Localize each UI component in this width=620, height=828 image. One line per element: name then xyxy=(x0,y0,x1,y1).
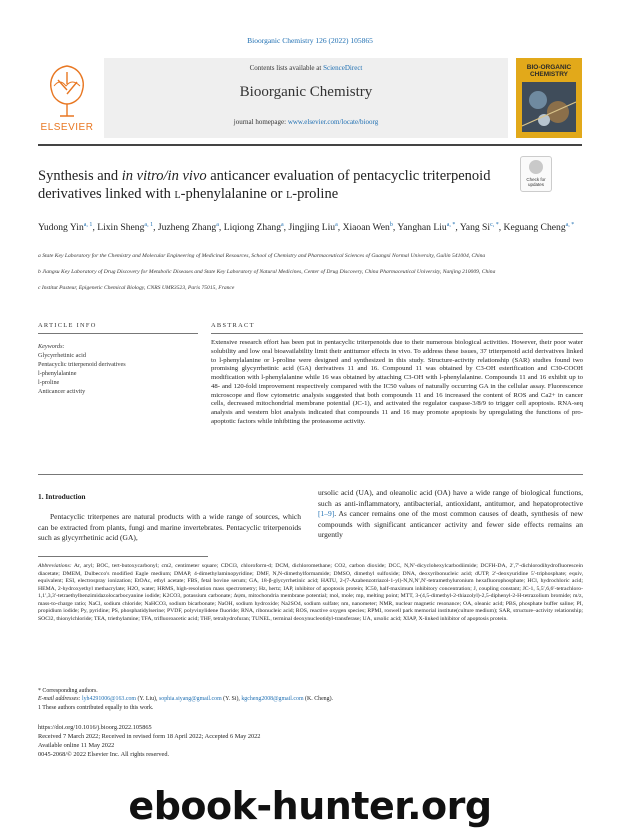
author-name: Yanghan Liu xyxy=(397,222,447,234)
abstract-bottom-rule xyxy=(38,474,583,475)
cover-title: BIO-ORGANIC CHEMISTRY xyxy=(526,64,572,78)
author-affiliation-marker[interactable]: a xyxy=(281,222,284,228)
article-info-heading: ARTICLE INFO xyxy=(38,322,97,329)
author-affiliation-marker[interactable]: a, 1 xyxy=(144,222,154,228)
author-list: Yudong Yin$^{a, 1}$, Lixin Sheng$^{a, 1}$, Juzheng Zhang$^a$, Liqiong Zhang$^a$, Jingjing Liu$^a$, Xiaoan Wen$^b$, Yanghan Liu$^{a, *}$, Yang $Si^{c, *}$, Keguang Cheng$^{a, *}$ xyxy=(38,222,575,234)
check-for-updates-label: Check for updates xyxy=(526,177,546,187)
journal-reference[interactable]: Bioorganic Chemistry 126 (2022) 105865 xyxy=(247,36,373,45)
elsevier-tree-icon xyxy=(44,60,90,120)
equal-contribution-note: 1 These authors contributed equally to this work. xyxy=(38,705,154,711)
author-affiliation-marker[interactable]: a, * xyxy=(565,222,575,228)
journal-header-box xyxy=(104,58,508,138)
contents-line xyxy=(104,64,508,72)
email-link[interactable]: lyh4291006@163.com xyxy=(81,696,136,702)
cover-image-icon xyxy=(522,82,576,132)
journal-cover[interactable] xyxy=(516,58,582,138)
citation-link[interactable]: [1–9] xyxy=(318,509,335,519)
affiliation-c: c Institut Pasteur, Epigenetic Chemical Biology, CNRS UMR3523, Paris 75015, France xyxy=(38,285,235,291)
abstract-heading: ABSTRACT xyxy=(211,322,255,329)
header-rule xyxy=(38,144,582,146)
author-name: Jingjing Liu xyxy=(288,222,336,234)
author-name: Keguang Cheng xyxy=(503,222,566,234)
author-name: Yang Si xyxy=(459,222,491,234)
affiliation-b: b Jiangsu Key Laboratory of Drug Discovery for Metabolic Diseases and State Key Laboratory of Natural Medicines, Center of Drug Discovery, China Pharmaceutical University, Nanjing 210009, China xyxy=(38,269,496,275)
homepage-prefix: journal homepage: xyxy=(233,118,288,126)
article-info-rule xyxy=(38,333,198,334)
author-affiliation-marker[interactable]: a, * xyxy=(446,222,456,228)
introduction-heading: 1. Introduction xyxy=(38,492,86,501)
abstract-rule xyxy=(211,333,583,334)
keyword-item: Pentacyclic triterpenoid derivatives xyxy=(38,361,126,368)
author-name: Lixin Sheng xyxy=(97,222,145,234)
homepage-link[interactable]: www.elsevier.com/locate/bioorg xyxy=(287,118,379,126)
crossmark-icon xyxy=(529,160,543,174)
abstract-text: Extensive research effort has been put in pentacyclic triterpenoids due to their numerous biological activities. However, their poor water solubility and low oral bioavailability limit their antitumor effects in vivo. To address these issues, 37 triterpenoid acid derivatives linked to l-phenylalanine or l-proline were designed and synthesized in this study. Structure-activity relationship (SAR) studies found two promising glycyrrhetinic acid (GA) derivatives 11 and 16. Compound 11 was obtained by C3-OH esterification and C30-COOH modification with l-phenylalanine while 16 was obtained by attaching C3-OH with l-phenylalanine. Compounds 11 and 16 exhibit up to 48- and 120-fold improvement respectively compared with the IC50 values of naturally occurring GA in the cellular assay. Fluorescence microscope and flow cytometric analysis suggested that both compounds 11 and 16 increased the content of ROS and Ca2+ in cancer cells, decreased mitochondrial membrane potential (JC-1), and activated the regulator caspase-3/8/9 to trigger cell apoptosis. RNA-seq analysis and western blot analysis indicated that compounds 11 and 16 may promote apoptosis by upregulating the functions of pro-apoptotic factors while inhibiting the proteasome activity. xyxy=(211,339,583,425)
abbreviations: Abbreviations: Ar, aryl; BOC, tert-butoxycarbonyl; cm2, centimeter square; CDCl3, chloroform-d; DCM, dichloromethane; CO2, carbon dioxide; DCC, N,N′-dicyclohexylcarbodiimide; DCFH-DA, 2′,7′-dichlorodihydrofluorescein diacetate; DMEM, Dulbecco's modified Eagle medium; DMAP, 4-dimethylaminopyridine; DMF, N,N-dimethylformamide; DMSO, dimethyl sulfoxide; DNA, deoxyribonucleic acid; dUTP, 2′-deoxyuridine 5′-triphosphate; equiv, equivalent; ESI, electrospray ionization; EtOAc, ethyl acetate; FBS, fetal bovine serum; GA, 18-β-glycyrrhetinic acid; HATU, 2-(7-Azabenzotriazol-1-yl)-N,N,N′,N′-tetramethyluronium hexafluorophosphate; HCl, hydrochloric acid; HEMA, 2-hydroxyethyl methacrylate; H2O, water; HRMS, high-resolution mass spectrometry; Hz, hertz; IAP, inhibitor of apoptosis protein; IC50, half-maximum inhibitory concentration; J, coupling constant; JC-1, 5,5′,6,6′-tetrachloro-1,1′,3,3′-tetraethylbenzimidazolocarbocyanine iodide; K2CO3, potassium carbonate; Δψm, mitochondria membrane potential; mol, mole; mp, melting point; MTT, 3-(4,5-dimethyl-2-thiazolyl)-2,5-diphenyl-2-H-tetrazolium bromide; m/z, mass-to-charge ratio; NaCl, sodium chloride; NaHCO3, sodium bicarbonate; NaOH, sodium hydroxide; Na2SO4, sodium sulfate; nm, nanometer; NMR, nuclear magnetic resonance; OA, oleanic acid; PBS, phosphate buffer saline; PI, propidium iodide; Py, pyridine; PS, phosphatidylserine; PVDF, polyvinylidene fluoride; RNA, ribonucleic acid; ROS, reactive oxygen species; RPMI, roswell park memorial institute(culture medium); SAR, structure–activity relationship; SOCl2, thionylchloride; TEA, triethylamine; TFA, trifluoroacetic acid; THF, tetrahydrofuran; TUNEL, terminal deoxynucleotidyl-transferase; UA, ursolic acid; XIAP, X-linked inhibitor of apoptosis protein. xyxy=(38,563,583,622)
check-for-updates-badge[interactable] xyxy=(520,156,552,192)
intro-column-1: Pentacyclic triterpenes are natural products with a wide range of sources, which can be extracted from plants, fungi and marine invertebrates. Pentacyclic triterpenoids such as glycyrrhetinic acid (GA), xyxy=(38,512,301,543)
author-affiliation-marker[interactable]: a xyxy=(216,222,219,228)
email-addresses: E-mail addresses: lyh4291006@163.com (Y. Liu), sophia.siyang@gmail.com (Y. Si), kgcheng2008@gmail.com (K. Cheng). xyxy=(38,696,334,702)
author-name: Juzheng Zhang xyxy=(157,222,217,234)
copyright: 0045-2068/© 2022 Elsevier Inc. All rights reserved. xyxy=(38,751,170,758)
author-name: Yudong Yin xyxy=(38,222,84,234)
journal-title: Bioorganic Chemistry xyxy=(239,84,373,100)
corresponding-note: * Corresponding authors. xyxy=(38,688,98,694)
keywords-label: Keywords: xyxy=(38,343,65,350)
author-affiliation-marker[interactable]: a xyxy=(335,222,338,228)
author-affiliation-marker[interactable]: b xyxy=(389,222,393,228)
keyword-item: l-proline xyxy=(38,379,60,386)
sciencedirect-link[interactable]: ScienceDirect xyxy=(323,64,363,72)
doi-link[interactable]: https://doi.org/10.1016/j.bioorg.2022.105865 xyxy=(38,724,152,731)
email-link[interactable]: sophia.siyang@gmail.com xyxy=(158,696,222,702)
author-affiliation-marker[interactable]: a, 1 xyxy=(83,222,93,228)
contents-prefix: Contents lists available at xyxy=(249,64,324,72)
homepage-line xyxy=(104,118,508,126)
journal-banner xyxy=(38,58,582,140)
received-dates: Received 7 March 2022; Received in revised form 18 April 2022; Accepted 6 May 2022 xyxy=(38,733,261,740)
keyword-item: l-phenylalanine xyxy=(38,370,77,377)
elsevier-logo xyxy=(38,60,96,138)
affiliation-a: a State Key Laboratory for the Chemistry and Molecular Engineering of Medicinal Resources, School of Chemistry and Pharmaceutical Sciences of Guangxi Normal University, Guilin 541004, China xyxy=(38,253,486,259)
keyword-item: Glycyrrhetinic acid xyxy=(38,352,86,359)
email-link[interactable]: kgcheng2008@gmail.com xyxy=(241,696,304,702)
article-title: Synthesis and in vitro/in vivo anticancer evaluation of pentacyclic triterpenoid derivatives linked with l-phenylalanine or l-proline xyxy=(38,168,491,202)
author-name: Xiaoan Wen xyxy=(342,222,390,234)
footnote-rule xyxy=(38,556,208,557)
author-name: Liqiong Zhang xyxy=(223,222,281,234)
keyword-item: Anticancer activity xyxy=(38,388,86,395)
publisher-name: ELSEVIER xyxy=(40,122,94,133)
watermark: ebook-hunter.org xyxy=(128,784,492,828)
intro-column-2: ursolic acid (UA), and oleanolic acid (OA) have a wide range of biological functions, such as anti-inflammatory, antibacterial, antioxidant, antitumor, and hepatoprotective [1–9]. As cancer remains one of the most common causes of death, synthesis of new compounds with significant anticancer activity and fewer side effects remains an urgently xyxy=(318,488,583,540)
author-affiliation-marker[interactable]: c, * xyxy=(490,222,499,228)
available-online: Available online 11 May 2022 xyxy=(38,742,115,749)
